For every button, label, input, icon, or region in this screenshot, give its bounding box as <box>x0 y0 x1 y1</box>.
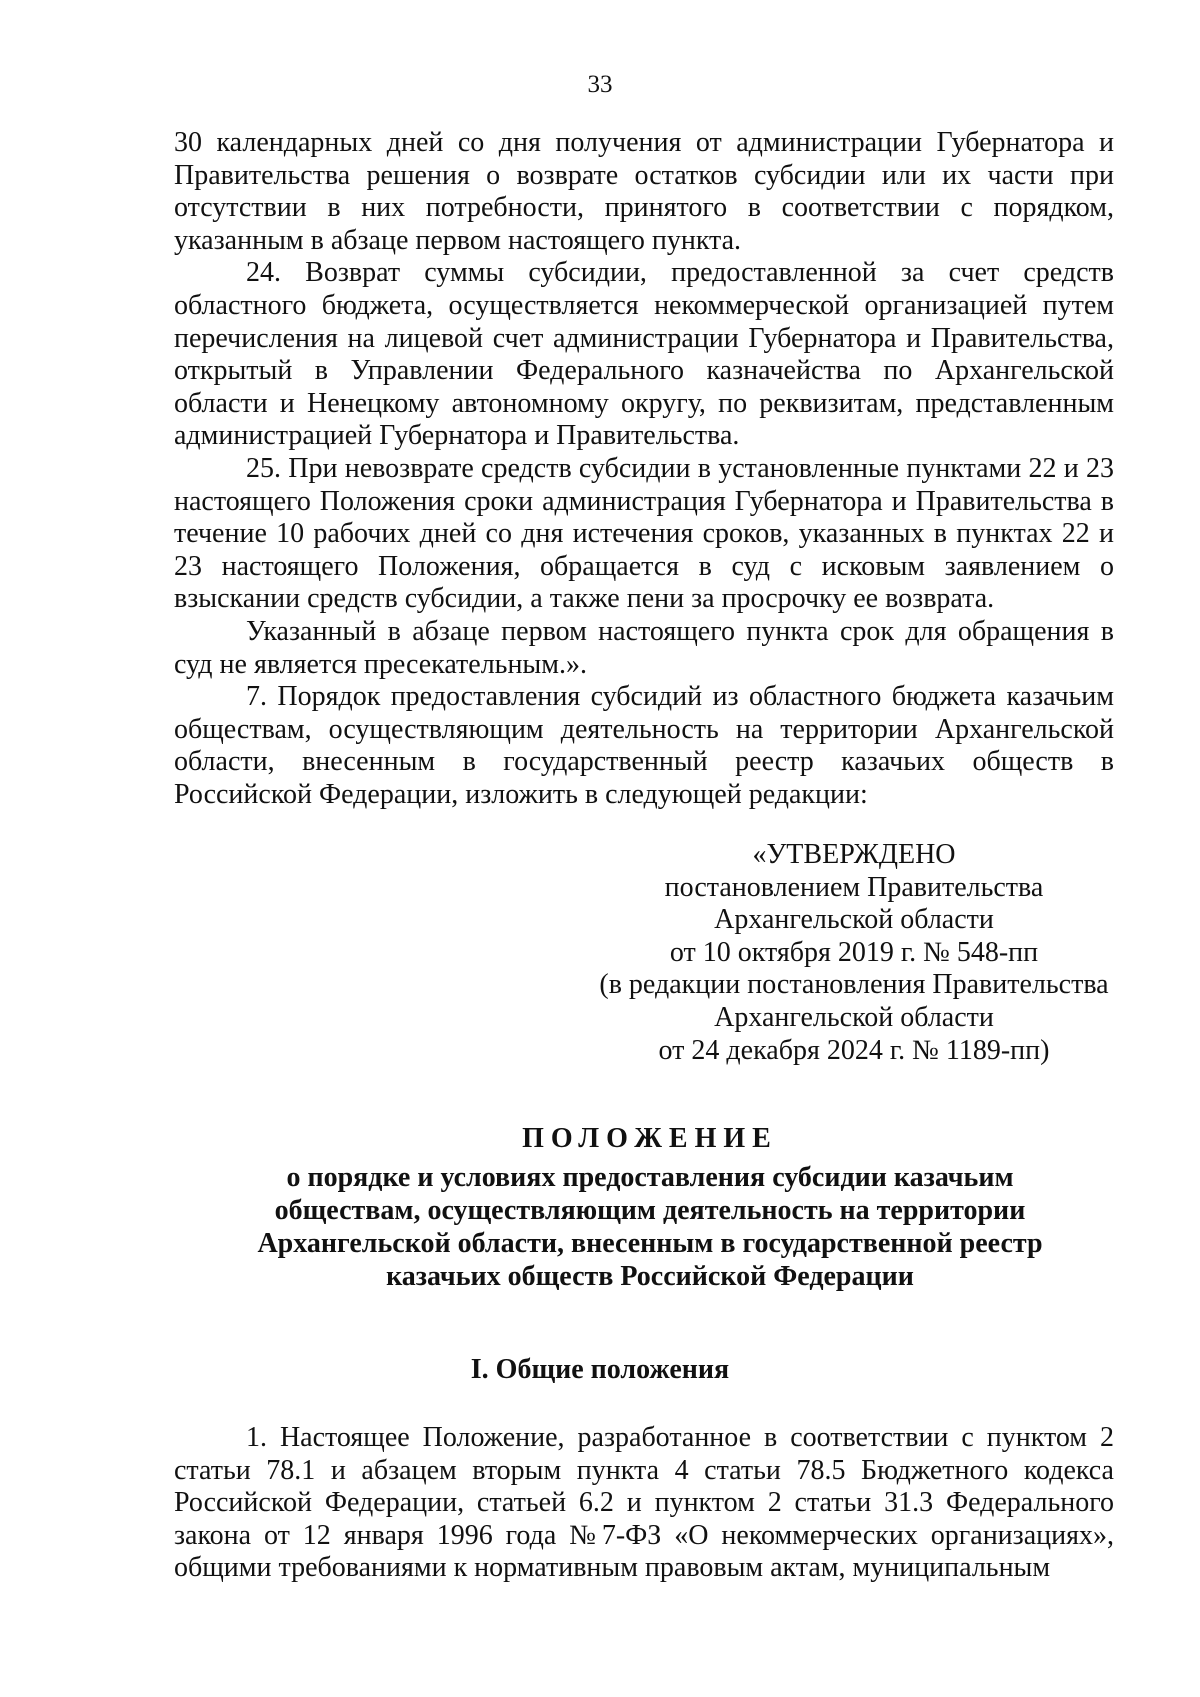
page-number: 33 <box>587 71 613 98</box>
approval-line: (в редакции постановления Правительства <box>599 969 1109 1001</box>
body-text-bottom <box>174 1422 1114 1585</box>
body-text-top <box>174 127 1114 811</box>
paragraph-item-25-note: Указанный в абзаце первом настоящего пункта срок для обращения в суд не является пресекательным.». <box>174 615 1114 680</box>
paragraph-continuation: 30 календарных дней со дня получения от администрации Губернатора и Правительства решения о возврате остатков субсидии или их части при отсутствии в них потребности, принятого в соответствии с порядком, указанным в абзаце первом настоящего пункта. <box>174 127 1114 256</box>
approval-line: «УТВЕРЖДЕНО <box>752 839 956 870</box>
paragraph-item-7: 7. Порядок предоставления субсидий из областного бюджета казачьим обществам, осуществляющим деятельность на территории Архангельской области, внесенным в государственный реестр казачьих обществ в Российской Федерации, изложить в следующей редакции: <box>174 681 1114 810</box>
paragraph-item-25: 25. При невозврате средств субсидии в установленные пунктами 22 и 23 настоящего Положения сроки администрация Губернатора и Правительства в течение 10 рабочих дней со дня истечения сроков, указанных в пунктах 22 и 23 настоящего Положения, обращается в суд с исковым заявлением о взыскании средств субсидии, а также пени за просрочку ее возврата. <box>174 452 1114 615</box>
document-title-line: о порядке и условиях предоставления субсидии казачьим <box>286 1162 1014 1193</box>
approval-line: от 24 декабря 2024 г. № 1189-пп) <box>658 1034 1050 1066</box>
document-title <box>140 1121 1160 1293</box>
document-title-line: обществам, осуществляющим деятельность на территории <box>274 1195 1026 1226</box>
section-heading: I. Общие положения <box>470 1354 730 1385</box>
approval-line: постановлением Правительства <box>664 871 1044 903</box>
approval-line: от 10 октября 2019 г. № 548-пп <box>669 936 1039 968</box>
document-title-heading: ПОЛОЖЕНИЕ <box>522 1123 778 1154</box>
approval-line: Архангельской области <box>714 1001 994 1033</box>
paragraph-item-1: 1. Настоящее Положение, разработанное в соответствии с пунктом 2 статьи 78.1 и абзацем вторым пункта 4 статьи 78.5 Бюджетного кодекса Российской Федерации, статьей 6.2 и пунктом 2 статьи 31.3 Федерального закона от 12 января 1996 года №7-ФЗ «О некоммерческих организациях», общими требованиями к нормативным правовым актам, муниципальным <box>174 1422 1114 1584</box>
approval-line: Архангельской области <box>714 904 994 936</box>
approval-block <box>580 839 1128 1067</box>
document-title-line: казачьих обществ Российской Федерации <box>386 1261 914 1292</box>
document-title-line: Архангельской области, внесенным в государственной реестр <box>257 1228 1043 1259</box>
paragraph-item-24: 24. Возврат суммы субсидии, предоставленной за счет средств областного бюджета, осуществляется некоммерческой организацией путем перечисления на лицевой счет администрации Губернатора и Правительства, открытый в Управлении Федерального казначейства по Архангельской области и Ненецкому автономному округу, по реквизитам, представленным администрацией Губернатора и Правительства. <box>174 257 1114 452</box>
